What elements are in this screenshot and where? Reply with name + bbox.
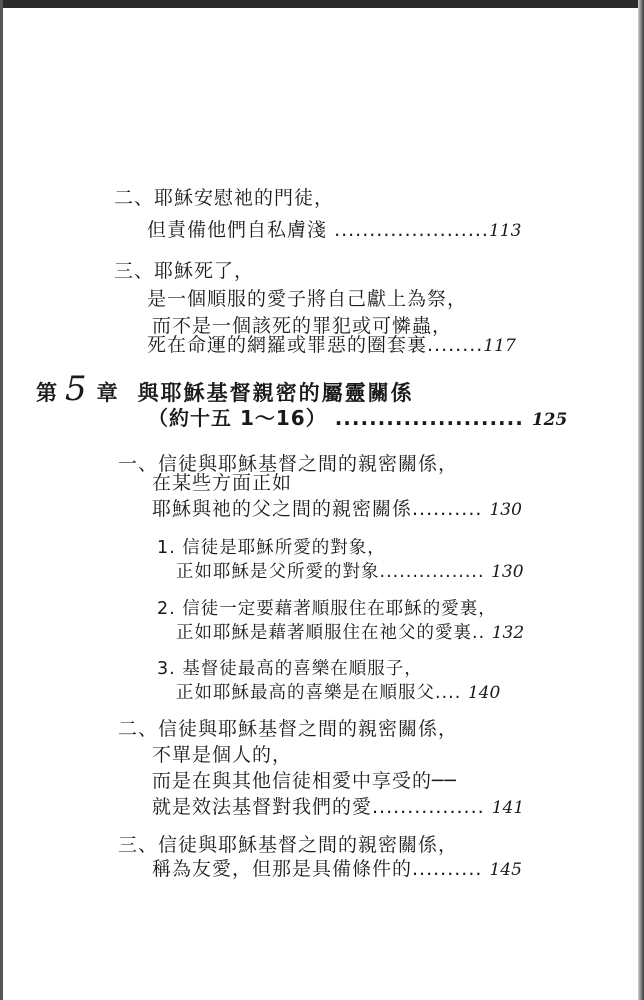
page-number: 140 [467, 683, 501, 703]
toc-entry-line: 就是效法基督對我們的愛................ 141 [152, 796, 525, 818]
toc-entry-line: 3. 基督徒最高的喜樂在順服子， [157, 659, 423, 679]
toc-entry-line: 稱為友愛，但那是具備條件的.......... 145 [152, 858, 522, 880]
toc-entry-line: 正如耶穌是父所愛的對象................ 130 [176, 562, 524, 582]
page-number: 130 [489, 500, 522, 520]
toc-entry-line: 而是在與其他信徒相愛中享受的── [152, 770, 457, 792]
toc-entry-line: 耶穌與祂的父之間的親密關係.......... 130 [152, 498, 522, 520]
toc-entry-line: 1. 信徒是耶穌所愛的對象， [157, 538, 386, 558]
dot-leader: ...................... [334, 219, 489, 241]
dot-leader: .... [435, 683, 462, 703]
toc-entry-line: 在某些方面正如 [152, 472, 293, 494]
scan-edge-left [0, 0, 3, 1000]
toc-entry-line: 三、信徒與耶穌基督之間的親密關係， [118, 834, 459, 856]
dot-leader: .. [472, 623, 486, 643]
scan-edge-right [638, 0, 644, 1000]
chapter-heading [36, 369, 414, 410]
toc-entry-line: 不單是個人的， [152, 744, 293, 766]
page-number: 145 [489, 860, 522, 880]
toc-entry-line: （約十五 1～16） ...................... 125 [148, 406, 568, 430]
toc-entry-line: 二、耶穌安慰祂的門徒， [114, 187, 335, 209]
dot-leader: .......... [412, 858, 483, 880]
toc-entry-line: 三、耶穌死了， [114, 260, 255, 282]
toc-entry-line: 但責備他們自私膚淺 ......................113 [147, 219, 522, 241]
toc-entry-line: 正如耶穌最高的喜樂是在順服父.... 140 [176, 683, 501, 703]
page-number: 141 [491, 798, 525, 818]
dot-leader: ................ [379, 562, 485, 582]
toc-entry-line: 二、信徒與耶穌基督之間的親密關係， [118, 718, 459, 740]
dot-leader: ...................... [334, 406, 524, 430]
chapter-prefix: 第 [36, 381, 57, 405]
toc-entry-line: 是一個順服的愛子將自己獻上為祭， [147, 288, 468, 310]
page-number: 117 [483, 336, 516, 356]
dot-leader: ................ [372, 796, 485, 818]
page-number: 132 [491, 623, 525, 643]
toc-entry-line: 正如耶穌是藉著順服住在祂父的愛裏.. 132 [176, 623, 525, 643]
page-number: 125 [531, 410, 568, 430]
page-number: 130 [491, 562, 524, 582]
toc-entry-line: 而不是一個該死的罪犯或可憐蟲， [152, 315, 453, 337]
dot-leader: ........ [427, 334, 484, 356]
dot-leader: .......... [412, 498, 483, 520]
chapter-number: 5 [65, 369, 87, 409]
toc-entry-line: 一、信徒與耶穌基督之間的親密關係， [118, 453, 459, 475]
scan-edge-top [0, 0, 644, 8]
toc-entry-line: 2. 信徒一定要藉著順服住在耶穌的愛裏， [157, 599, 497, 619]
chapter-suffix: 章 [96, 381, 118, 405]
page-number: 113 [488, 221, 522, 241]
toc-entry-line: 死在命運的網羅或罪惡的圈套裏........117 [147, 334, 516, 356]
chapter-title: 與耶穌基督親密的屬靈關係 [137, 381, 414, 405]
